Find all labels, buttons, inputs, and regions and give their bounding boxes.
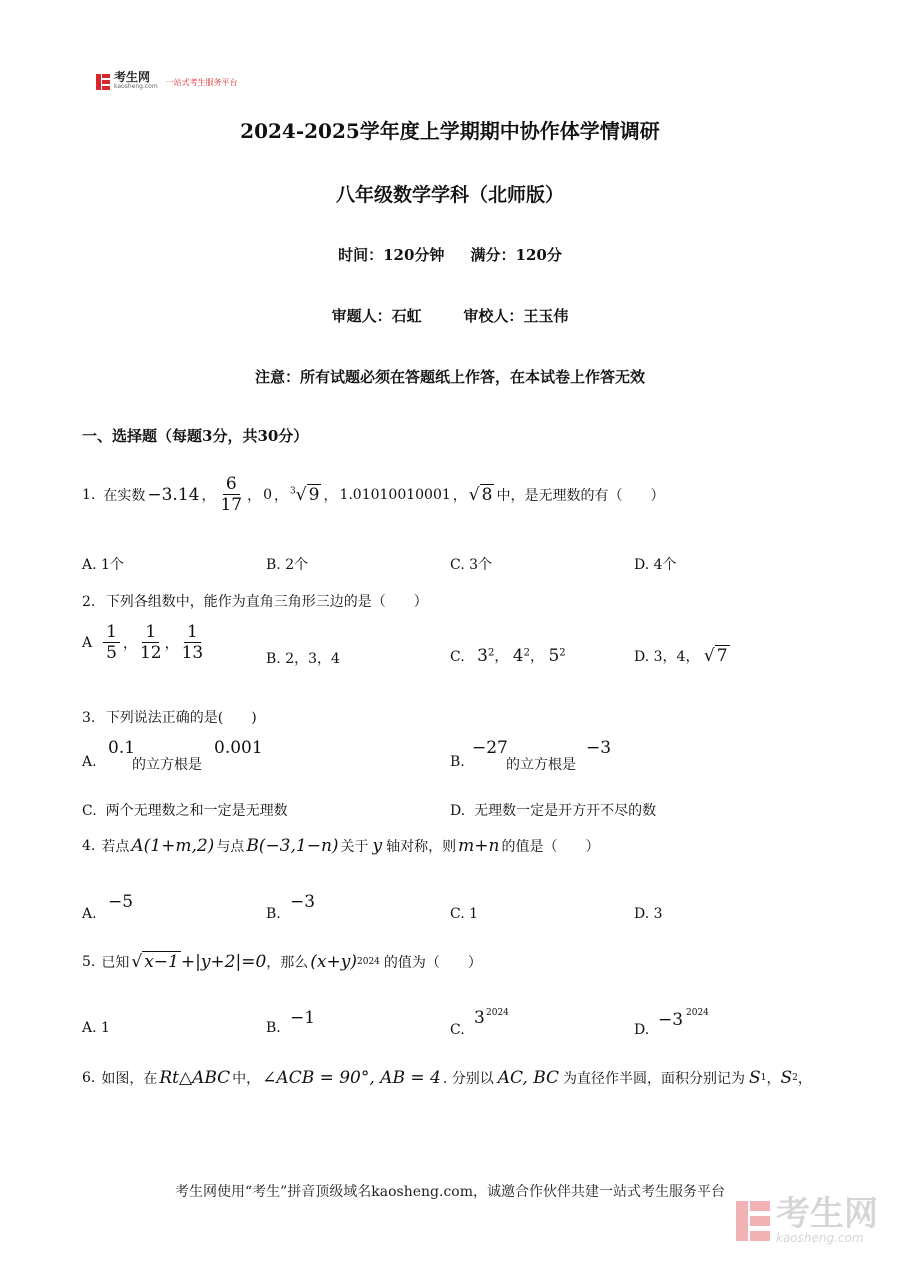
watermark-name: 考生网	[776, 1194, 878, 1234]
q1-value-3: 1.01010010001	[339, 486, 451, 503]
logo-name: 考生网	[114, 70, 151, 84]
q2-a-label: A	[82, 634, 93, 651]
q1-cbrt-index: 3	[290, 485, 296, 496]
kaosheng-logo-icon	[96, 74, 110, 90]
q1-option-c: C. 3个	[450, 557, 493, 573]
q4-option-d: D. 3	[634, 906, 663, 922]
q3-option-c: C. 两个无理数之和一定是无理数	[82, 803, 288, 819]
q1-number: 1.	[82, 486, 96, 503]
q2-stem: 下列各组数中，能作为直角三角形三边的是（ ）	[105, 594, 428, 610]
exam-time-score: 时间：120分钟 满分：120分	[338, 246, 562, 264]
q5-option-c: C. 3 2024	[450, 1008, 509, 1038]
q3-option-b: B. −27 的立方根是 −3	[450, 738, 612, 773]
q4-point-b: B(−3,1−n)	[246, 836, 339, 856]
q3-option-d: D. 无理数一定是开方开不尽的数	[450, 803, 657, 819]
q1-option-b: B. 2个	[266, 557, 309, 573]
q4-number: 4.	[82, 838, 96, 854]
q3-option-a: A. 0.1 的立方根是 0.001	[82, 738, 263, 773]
kaosheng-watermark-icon	[736, 1201, 770, 1241]
q6-number: 6.	[82, 1070, 96, 1086]
q4-option-c: C. 1	[450, 906, 479, 922]
q5-option-a: A. 1	[82, 1020, 110, 1036]
q2-option-c: C. $3^2$， $4^2$， $5^2$	[450, 646, 566, 666]
q3-number: 3.	[82, 710, 96, 726]
header-logo	[96, 72, 238, 92]
question-2	[82, 591, 428, 611]
q1-sqrt-radicand: 8	[481, 484, 493, 505]
q1-fraction	[220, 474, 242, 515]
q2-option-d: D. 3，4， √ 7	[634, 646, 728, 666]
q2-frac-3: $\frac{1}{13}$	[181, 622, 204, 663]
exam-subtitle: 八年级数学学科（北师版）	[335, 184, 564, 206]
q5-option-b: B. −1	[266, 1008, 316, 1036]
q5-option-d: D. −3 2024	[634, 1008, 709, 1038]
q4-point-a: A(1+m,2)	[131, 836, 215, 856]
q1-frac-denominator: 17	[220, 495, 243, 515]
logo-domain: kaosheng.com	[114, 83, 158, 90]
exam-title: 2024-2025学年度上学期期中协作体学情调研	[240, 119, 660, 143]
q1-cbrt-radicand: 9	[308, 484, 320, 505]
q3-stem: 下列说法正确的是( )	[105, 710, 257, 726]
q1-option-a: A. 1个	[82, 557, 124, 573]
q2-frac-1: $\frac{1}{5}$	[103, 622, 120, 663]
q5-equation-rest: +|y+2|=0	[180, 952, 267, 972]
q4-option-b: B. −3	[266, 892, 316, 922]
question-1: 1. 在实数 −3.14 ， $\frac{6}{17}$ ， 0 ， $^3$√ 9 ， 1.01010010001 ， √ 8 中，是无理数的有（ ）	[82, 474, 665, 515]
exam-authors: 审题人：石虹 审校人：王玉伟	[331, 307, 569, 325]
q2-option-b: B. 2，3，4	[266, 651, 340, 667]
q1-sqrt: √ 8	[468, 484, 493, 505]
question-5: 5. 已知 √ x−1 +|y+2|=0 ，那么 (x+y) 2024 的值为（ ）	[82, 952, 482, 972]
q5-sqrt: √ x−1	[131, 952, 179, 972]
q2-number: 2.	[82, 594, 96, 610]
q5-number: 5.	[82, 954, 96, 970]
q1-frac-numerator: 6	[223, 474, 240, 495]
q1-tail: 中，是无理数的有（ ）	[496, 487, 665, 504]
q2-option-a: A $\frac{1}{5}$ ， $\frac{1}{12}$ ， $\frac{1}{13}$	[82, 622, 204, 663]
q2-d-sqrt: √ 7	[703, 646, 728, 666]
q1-cube-root: $^3$√ 9	[290, 484, 320, 505]
watermark-domain: kaosheng.com	[776, 1231, 864, 1245]
q1-value-2: 0	[263, 486, 273, 503]
q1-option-d: D. 4个	[634, 557, 677, 573]
q4-option-a: A. −5	[82, 892, 134, 922]
question-4: 4. 若点 A(1+m,2) 与点 B(−3,1−n) 关于 y 轴对称，则 m+n 的值是（ ）	[82, 836, 600, 856]
page-footer: 考生网使用“考生”拼音顶级域名kaosheng.com，诚邀合作伙伴共建一站式考生服务平台	[174, 1184, 726, 1200]
q2-frac-2: $\frac{1}{12}$	[139, 622, 162, 663]
exam-notice: 注意：所有试题必须在答题纸上作答，在本试卷上作答无效	[254, 368, 645, 386]
q1-lead: 在实数	[103, 487, 146, 504]
q1-value-1: −3.14	[147, 484, 200, 505]
logo-slogan: 一站式考生服务平台	[165, 77, 238, 87]
question-3	[82, 707, 257, 727]
question-6: 6. 如图，在 Rt△ABC 中， ∠ACB = 90°, AB = 4 . 分别以 AC, BC 为直径作半圆，面积分别记为 S 1 ， S 2 ，	[82, 1068, 812, 1088]
section-title: 一、选择题（每题3分，共30分）	[82, 427, 309, 445]
watermark	[736, 1194, 878, 1245]
